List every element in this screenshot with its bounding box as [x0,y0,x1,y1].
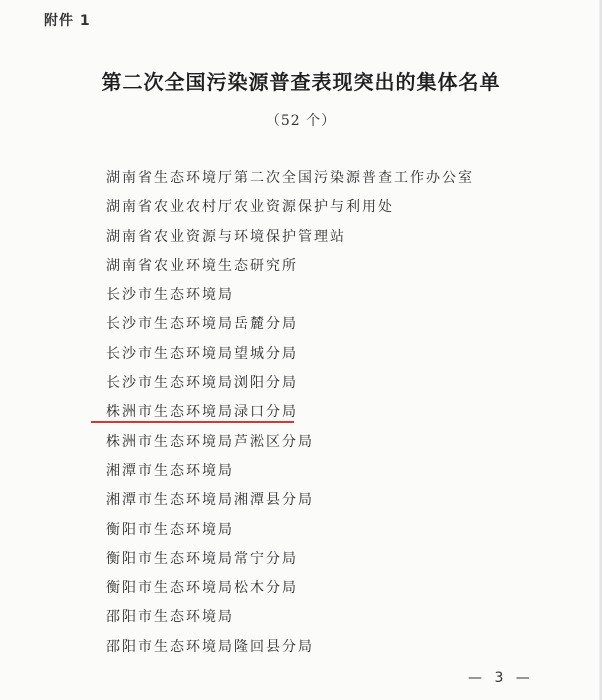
document-title: 第二次全国污染源普查表现突出的集体名单 [101,70,501,94]
list-item: 邵阳市生态环境局隆回县分局 [106,638,314,655]
list-item: 长沙市生态环境局 [106,287,234,304]
list-item: 长沙市生态环境局望城分局 [106,345,298,362]
attachment-label: 附件 1 [44,13,91,29]
list-item: 株洲市生态环境局芦淞区分局 [106,433,314,450]
list-item: 衡阳市生态环境局松木分局 [106,580,298,597]
list-item: 邵阳市生态环境局 [106,609,234,626]
list-item: 湖南省农业农村厅农业资源保护与利用处 [106,199,394,216]
list-item: 湖南省农业环境生态研究所 [106,257,298,274]
organization-list [106,164,474,662]
document-count: （52 个） [265,113,337,129]
list-item: 湘潭市生态环境局湘潭县分局 [106,492,314,509]
list-item: 长沙市生态环境局浏阳分局 [106,375,298,392]
highlight-underline [91,421,294,423]
list-item-highlighted: 株洲市生态环境局渌口分局 [106,404,298,421]
list-item: 衡阳市生态环境局常宁分局 [106,550,298,567]
list-item: 湖南省生态环境厅第二次全国污染源普查工作办公室 [106,170,474,186]
page-number: — 3 — [468,670,534,686]
list-item: 湘潭市生态环境局 [106,462,234,479]
list-item: 长沙市生态环境局岳麓分局 [106,316,298,333]
list-item: 湖南省农业资源与环境保护管理站 [106,228,346,245]
list-item: 衡阳市生态环境局 [106,521,234,538]
